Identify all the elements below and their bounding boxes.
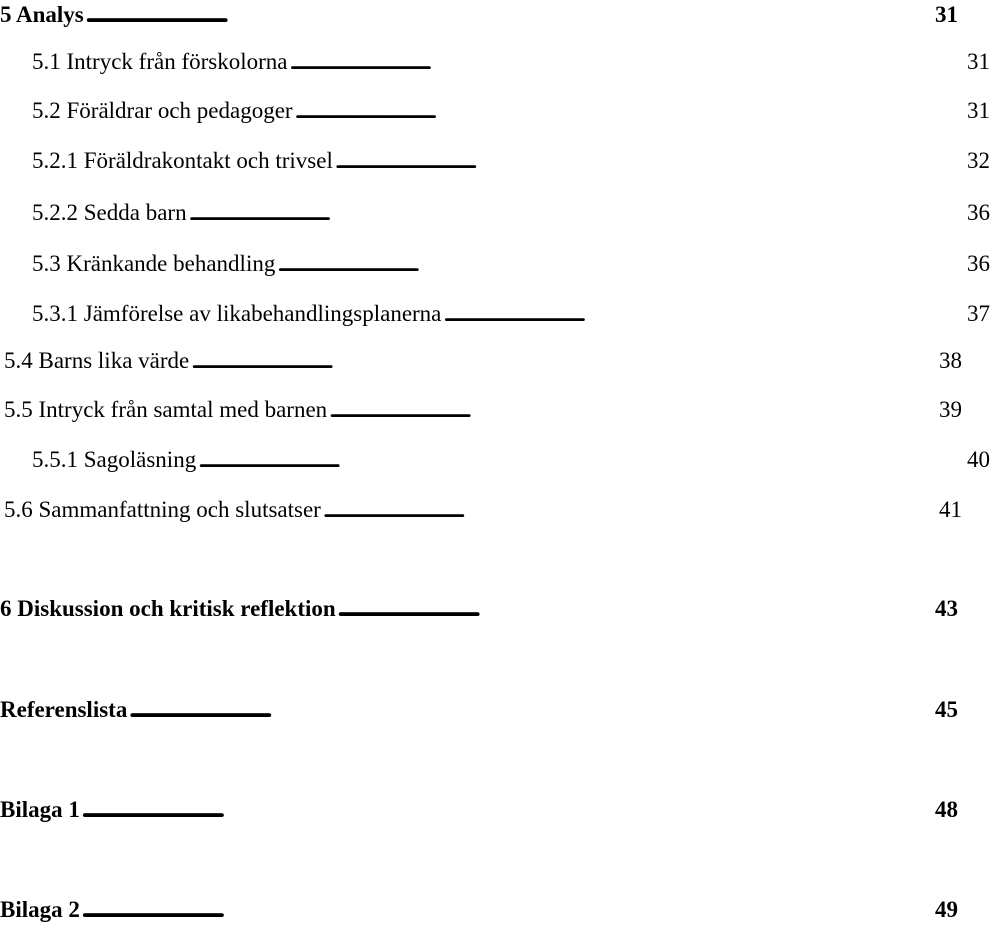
dot-leader [82,895,933,925]
toc-entry-5-2-1[interactable] [0,146,992,176]
toc-entry-page: 40 [967,447,990,472]
toc-entry-label: 5.5.1 Sagoläsning [32,447,197,472]
dot-leader [289,47,965,77]
toc-entry-label: Bilaga 2 [0,897,80,922]
toc-entry-label: 5.3.1 Jämförelse av likabehandlingsplanerna [32,301,442,326]
toc-entry-5-3[interactable] [0,249,992,279]
dot-leader [129,695,933,725]
toc-entry-page: 41 [939,497,962,522]
toc-entry-page: 31 [935,2,958,27]
dot-leader [329,395,937,425]
toc-entry-label: 5.5 Intryck från samtal med barnen [4,397,328,422]
toc-entry-5-3-1[interactable] [0,299,992,329]
toc-entry-label: 5.4 Barns lika värde [4,348,190,373]
toc-entry-page: 38 [939,348,962,373]
toc-entry-page: 37 [967,301,990,326]
toc-entry-label: 5.1 Intryck från förskolorna [32,49,288,74]
toc-entry-bilaga-2[interactable] [0,895,960,925]
dot-leader [82,795,933,825]
toc-entry-label: 5.2.1 Föräldrakontakt och trivsel [32,148,333,173]
dot-leader [191,346,937,376]
dot-leader [86,0,933,30]
toc-entry-label: 5.3 Kränkande behandling [32,251,276,276]
dot-leader [295,96,965,126]
toc-entry-page: 43 [935,596,958,621]
toc-entry-5-5[interactable] [0,395,964,425]
toc-entry-label: Bilaga 1 [0,797,80,822]
toc-entry-bilaga-1[interactable] [0,795,960,825]
toc-entry-5-4[interactable] [0,346,964,376]
toc-entry-label: 5.2 Föräldrar och pedagoger [32,98,293,123]
toc-entry-label: 5 Analys [0,2,84,27]
toc-entry-page: 36 [967,251,990,276]
toc-entry-page: 48 [935,797,958,822]
dot-leader [323,495,937,525]
toc-entry-5-analys[interactable] [0,0,960,30]
dot-leader [443,299,965,329]
toc-entry-page: 45 [935,697,958,722]
toc-entry-6-diskussion[interactable] [0,594,960,624]
toc-entry-label: 6 Diskussion och kritisk reflektion [0,596,336,621]
toc-entry-5-2[interactable] [0,96,992,126]
toc-entry-page: 36 [967,200,990,225]
toc-entry-label: 5.6 Sammanfattning och slutsatser [4,497,321,522]
toc-entry-referenslista[interactable] [0,695,960,725]
dot-leader [189,198,965,228]
dot-leader [338,594,933,624]
dot-leader [198,445,965,475]
toc-entry-page: 32 [967,148,990,173]
dot-leader [335,146,965,176]
toc-entry-page: 31 [967,98,990,123]
dot-leader [277,249,965,279]
toc-entry-page: 49 [935,897,958,922]
toc-entry-label: 5.2.2 Sedda barn [32,200,187,225]
toc-entry-page: 39 [939,397,962,422]
toc-entry-label: Referenslista [0,697,128,722]
toc-entry-5-1[interactable] [0,47,992,77]
toc-entry-5-2-2[interactable] [0,198,992,228]
toc-entry-5-6[interactable] [0,495,964,525]
toc-entry-5-5-1[interactable] [0,445,992,475]
toc-entry-page: 31 [967,49,990,74]
